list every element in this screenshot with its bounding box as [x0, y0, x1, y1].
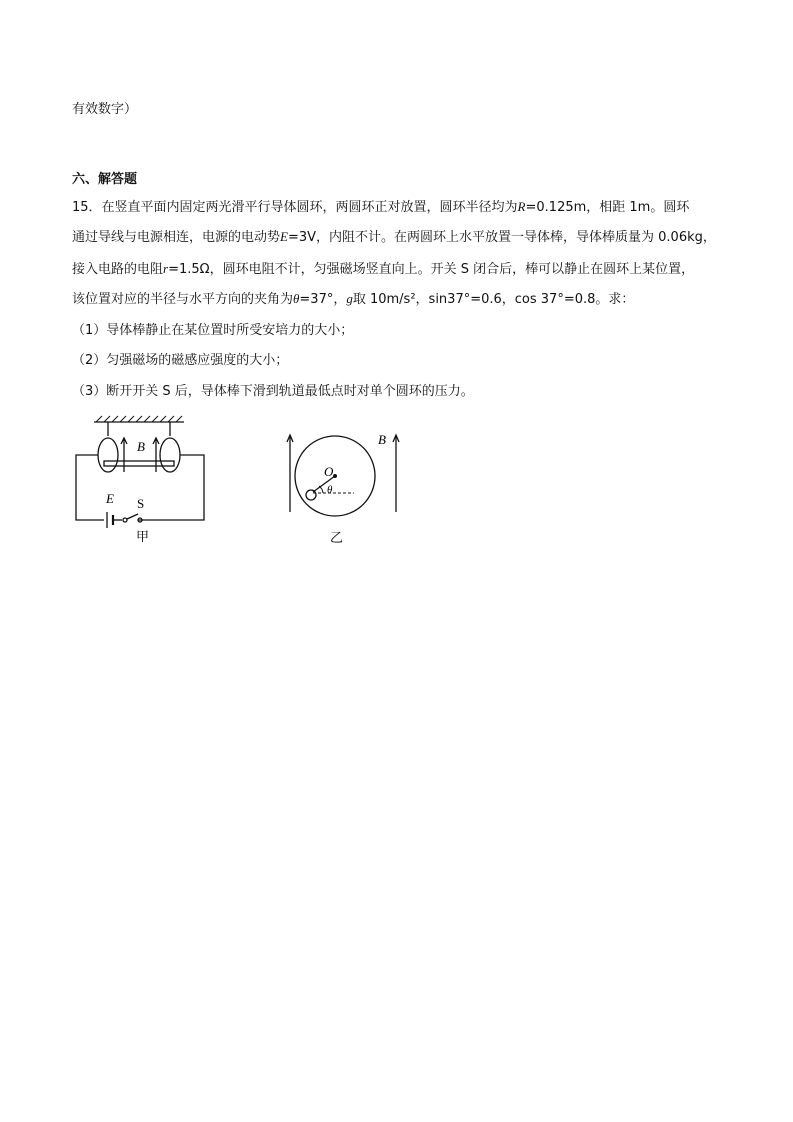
switch-pivot	[123, 518, 127, 522]
label-O: O	[324, 464, 334, 479]
q-l4-g: g	[346, 291, 353, 306]
q-l2-a: 通过导线与电源相连，电源的电动势	[72, 230, 281, 245]
q-l1-a: 15．在竖直平面内固定两光滑平行导体圆环，两圆环正对放置，圆环半径均为	[72, 200, 518, 215]
ring-left	[98, 438, 118, 472]
label-B-yi: B	[378, 432, 386, 447]
switch-blade	[127, 514, 138, 519]
q-l3-a: 接入电路的电阻	[72, 262, 164, 277]
question-line-2	[72, 228, 716, 247]
q-l1-var: R	[517, 199, 526, 214]
caption-jia: 甲	[136, 529, 150, 544]
q-l4-b: =37°，	[299, 292, 347, 307]
conductor-rod	[104, 461, 174, 466]
label-E: E	[106, 491, 114, 506]
center-point	[333, 474, 337, 478]
angle-arc	[319, 486, 323, 493]
ring-right	[160, 438, 180, 472]
sub-question-3: （3）断开开关 S 后，导体棒下滑到轨道最低点时对单个圆环的压力。	[72, 384, 474, 399]
figure-jia	[66, 414, 216, 546]
section-title: 六、解答题	[72, 172, 138, 187]
q-l2-b: =3V，内阻不计。在两圆环上水平放置一导体棒，导体棒质量为 0.06kg，	[287, 230, 716, 245]
label-B-jia: B	[137, 439, 145, 454]
question-line-4	[72, 290, 634, 309]
sub-question-2: （2）匀强磁场的磁感应强度的大小；	[72, 353, 289, 368]
label-S: S	[137, 496, 145, 511]
ceiling-hatch	[96, 416, 182, 422]
q-l4-var: θ	[293, 291, 300, 306]
question-line-3	[72, 260, 694, 279]
q-l4-c: 取 10m/s²，sin37°=0.6，cos 37°=0.8。求：	[352, 292, 635, 307]
top-fragment: 有效数字）	[72, 102, 138, 117]
q-l2-var: E	[280, 229, 288, 244]
caption-yi: 乙	[330, 530, 344, 545]
sub-question-1: （1）导体棒静止在某位置时所受安培力的大小；	[72, 323, 354, 338]
rod-cross-section	[306, 490, 316, 500]
wire-right	[138, 455, 204, 520]
question-line-1	[72, 198, 689, 217]
q-l3-b: =1.5Ω，圆环电阻不计，匀强磁场竖直向上。开关 S 闭合后，棒可以静止在圆环上某位置，	[168, 262, 695, 277]
figure-yi	[278, 426, 408, 548]
q-l1-b: =0.125m，相距 1m。圆环	[525, 200, 690, 215]
q-l4-a: 该位置对应的半径与水平方向的夹角为	[72, 292, 294, 307]
label-theta: θ	[327, 484, 333, 496]
q-l3-var: r	[163, 261, 169, 276]
